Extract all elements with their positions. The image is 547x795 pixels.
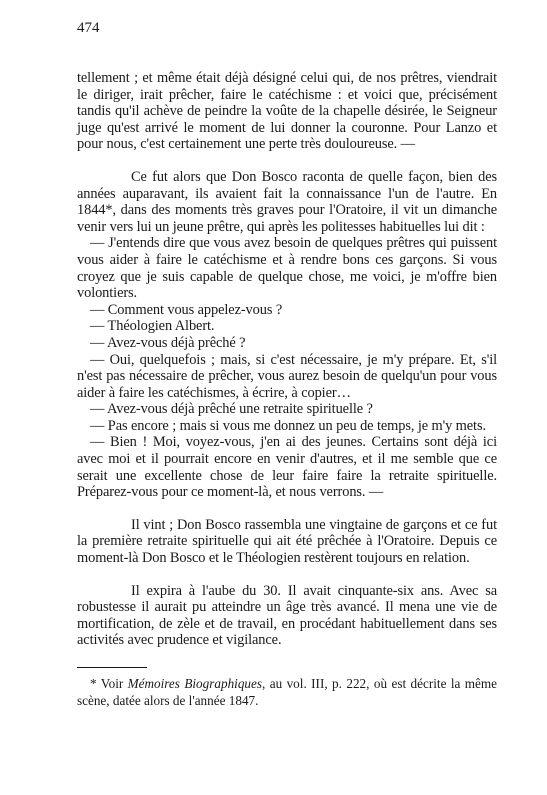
paragraph-don-bosco-story: Ce fut alors que Don Bosco raconta de quelle façon, bien des années auparavant, ils avaient fait la connaissance l'un de l'autre. En 1844*, dans des moments très graves pour l'Oratoire, il vit un dimanche venir vers lui un jeune prêtre, qui après les politesses habituelles lui dit : — [77, 168, 497, 235]
dialogue-line: — Bien ! Moi, voyez-vous, j'en ai des jeunes. Certains sont déjà ici avec moi et il pourrait encore en venir d'autres, et il me semble que ce serait une excellente chose de leur faire faire la retraite spirituelle. Préparez-vous pour ce moment-là, et nous verrons. — — [77, 434, 497, 501]
paragraph-death: Il expira à l'aube du 30. Il avait cinquante-six ans. Avec sa robustesse il aurait pu atteindre un âge très avancé. Il mena une vie de mortification, de zèle et de travail, en procédant habituellement dans ses activités avec prudence et vigilance. — [77, 582, 497, 649]
dialogue-line: — Avez-vous déjà prêché ? — [90, 334, 246, 351]
page-number: 474 — [77, 20, 100, 36]
dialogue-line: — Oui, quelquefois ; mais, si c'est nécessaire, je m'y prépare. Et, s'il n'est pas nécessaire de prêcher, vous aurez besoin de quelqu'un pour vous aider à faire les catéchismes, à écrire, à copier… — [77, 351, 497, 401]
dialogue-line: — Comment vous appelez-vous ? — [90, 301, 283, 318]
dialogue-line: — Théologien Albert. — [90, 318, 215, 335]
dialogue-line: — J'entends dire que vous avez besoin de quelques prêtres qui puissent vous aider à faire le catéchisme et à rendre bons ces garçons. Si vous croyez que je suis capable de quelque chose, me voici, je m'offre bien volontiers. — [77, 235, 497, 302]
dialogue-line: — Pas encore ; mais si vous me donnez un peu de temps, je m'y mets. — [90, 417, 486, 434]
footnote-rule — [77, 667, 147, 668]
body-text — [77, 70, 497, 649]
footnote — [77, 676, 497, 709]
dialogue-line: — Avez-vous déjà prêché une retraite spirituelle ? — [90, 401, 373, 418]
footnote-prefix: * Voir — [90, 676, 128, 691]
paragraph-continuation: tellement ; et même était déjà désigné celui qui, de nos prêtres, viendrait le diriger, irait prêcher, faire le catéchisme : et voici que, précisément tandis qu'il achève de peindre la voûte de la chapelle désirée, le Seigneur juge qu'est arrivé le moment de lui donner la couronne. Pour Lanzo et pour nous, c'est certainement une perte très douloureuse. — — [77, 70, 497, 153]
footnote-rest: , au vol. III, p. 222, où est décrite la même scène, datée alors de l'année 1847. — [77, 676, 497, 708]
paragraph-retreat: Il vint ; Don Bosco rassembla une vingtaine de garçons et ce fut la première retraite spirituelle qui ait été prêchée à l'Oratoire. Depuis ce moment-là Don Bosco et le Théologien restèrent toujours en relation. — [77, 516, 497, 567]
footnote-title: Mémoires Biographiques — [127, 676, 262, 691]
